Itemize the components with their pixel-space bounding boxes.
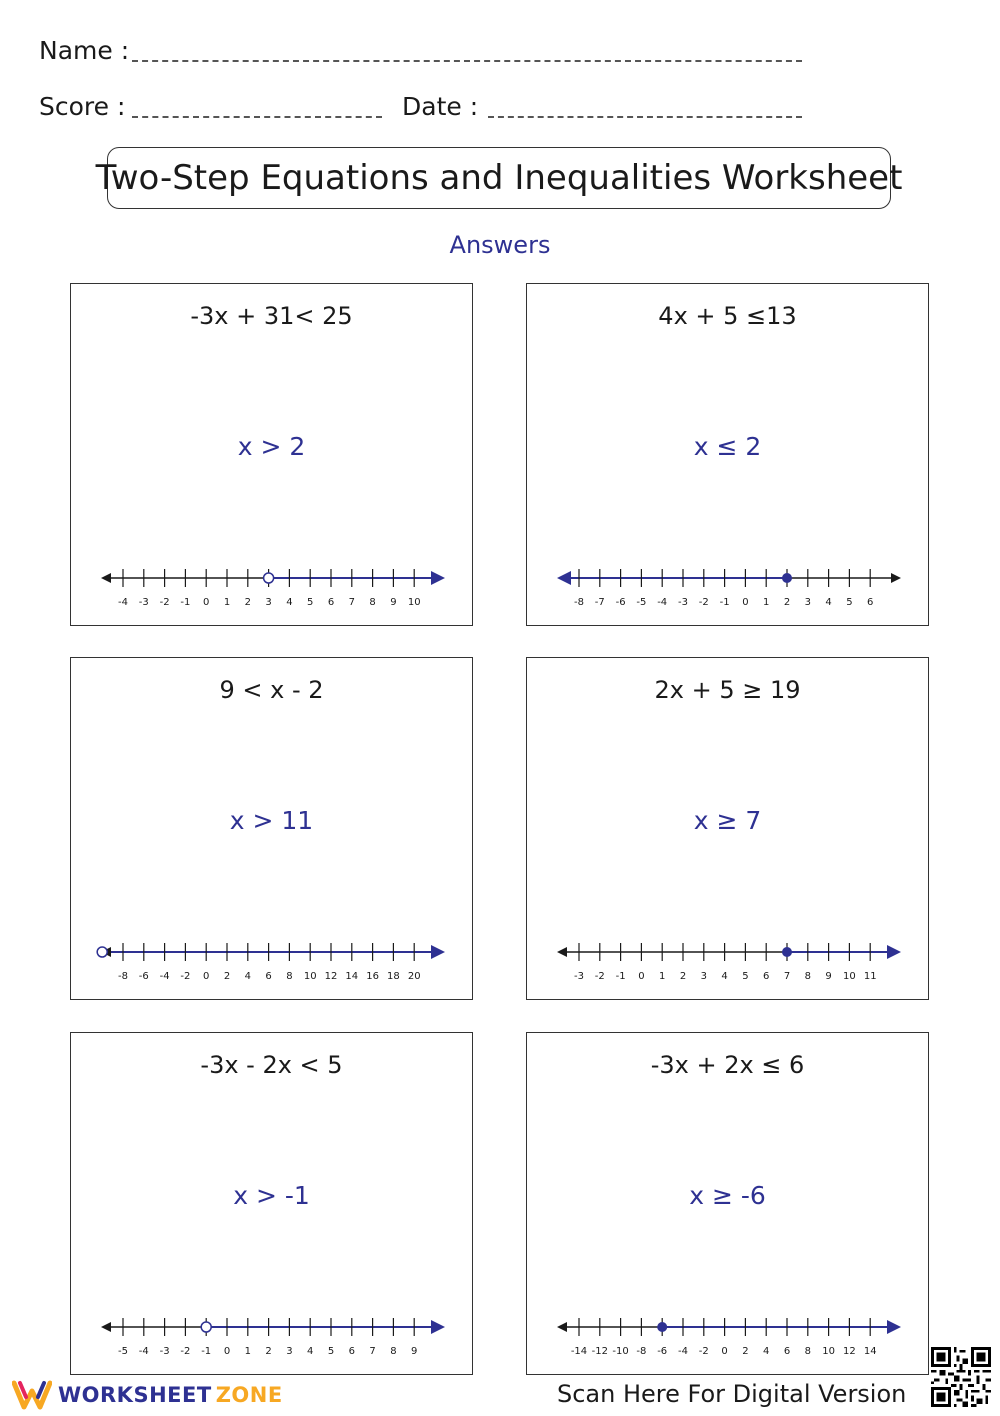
tick-label: -6 — [615, 597, 626, 608]
tick-label: 12 — [324, 971, 338, 982]
tick-label: -3 — [574, 971, 584, 982]
tick-label: 16 — [366, 971, 379, 982]
tick-label: 9 — [825, 971, 832, 982]
tick-label: 3 — [804, 597, 811, 608]
tick-label: -4 — [159, 971, 170, 982]
tick-label: 2 — [244, 597, 251, 608]
tick-label: 2 — [223, 971, 231, 982]
tick-label: 10 — [407, 597, 421, 608]
tick-label: 8 — [369, 597, 376, 608]
tick-label: -4 — [657, 597, 668, 608]
problem-card-1 — [70, 283, 473, 626]
tick-label: 6 — [265, 971, 272, 982]
tick-label: -3 — [138, 597, 149, 608]
right-arrow-icon — [431, 945, 445, 959]
tick-label: -12 — [591, 1346, 608, 1357]
brand-name-part1: WORKSHEET — [58, 1383, 212, 1407]
tick-label: 7 — [369, 1346, 376, 1357]
problem-card-3 — [70, 657, 473, 1000]
tick-label: 6 — [763, 971, 770, 982]
tick-label: 5 — [307, 597, 314, 608]
worksheet-title-text: Two-Step Equations and Inequalities Worksheet — [95, 158, 903, 198]
worksheetzone-logo-icon — [12, 1379, 52, 1411]
right-arrow-icon — [887, 945, 901, 959]
answers-heading: Answers — [449, 231, 551, 259]
tick-label: 11 — [863, 971, 877, 982]
answer-text: x > 11 — [229, 806, 314, 835]
brand-name-part2: ZONE — [215, 1383, 283, 1407]
tick-label: -1 — [615, 971, 626, 982]
problem-card-6 — [526, 1032, 929, 1375]
right-arrow-icon — [431, 571, 445, 585]
tick-label: 10 — [822, 1346, 835, 1357]
right-arrow-icon — [891, 573, 901, 583]
problem-card-4 — [526, 657, 929, 1000]
tick-label: 9 — [390, 597, 397, 608]
tick-label: -3 — [159, 1346, 170, 1357]
tick-label: 2 — [742, 1346, 749, 1357]
number-line — [71, 1303, 474, 1363]
tick-label: -6 — [657, 1346, 668, 1357]
left-arrow-icon — [101, 1322, 111, 1332]
tick-label: -2 — [180, 1346, 191, 1357]
tick-label: 3 — [700, 971, 707, 982]
tick-label: -2 — [594, 971, 605, 982]
number-line — [71, 554, 474, 614]
tick-label: 6 — [783, 1346, 791, 1357]
tick-label: 8 — [804, 971, 811, 982]
tick-label: -2 — [159, 597, 170, 608]
tick-label: 3 — [286, 1346, 293, 1357]
tick-label: 4 — [721, 971, 728, 982]
tick-label: -2 — [698, 1346, 709, 1357]
tick-label: 6 — [327, 597, 335, 608]
tick-label: 4 — [307, 1346, 314, 1357]
tick-label: 5 — [846, 597, 853, 608]
tick-label: 8 — [390, 1346, 397, 1357]
problem-text: 9 < x - 2 — [219, 676, 324, 704]
right-arrow-icon — [431, 1320, 445, 1334]
tick-label: 14 — [863, 1346, 877, 1357]
tick-label: -4 — [138, 1346, 149, 1357]
tick-label: -6 — [138, 971, 149, 982]
tick-label: -8 — [636, 1346, 647, 1357]
tick-label: 0 — [203, 597, 210, 608]
answer-text: x > 2 — [237, 432, 306, 461]
tick-label: 2 — [679, 971, 687, 982]
tick-label: 14 — [345, 971, 359, 982]
tick-label: 4 — [244, 971, 251, 982]
left-arrow-icon — [557, 1322, 567, 1332]
tick-label: -5 — [636, 597, 647, 608]
worksheet-title — [95, 147, 903, 209]
number-line — [527, 1303, 930, 1363]
tick-label: 0 — [203, 971, 210, 982]
tick-label: 10 — [843, 971, 856, 982]
name-field[interactable] — [132, 60, 802, 62]
worksheetzone-logo[interactable] — [12, 1378, 283, 1412]
number-line — [527, 554, 930, 614]
tick-label: -8 — [118, 971, 128, 982]
tick-label: -8 — [574, 597, 584, 608]
left-arrow-icon — [557, 571, 571, 585]
problem-text: -3x + 31< 25 — [190, 302, 353, 330]
tick-label: -2 — [698, 597, 709, 608]
open-endpoint — [264, 573, 274, 583]
tick-label: 7 — [348, 597, 355, 608]
tick-label: -2 — [180, 971, 191, 982]
tick-label: 5 — [327, 1346, 335, 1357]
tick-label: -1 — [719, 597, 730, 608]
tick-label: 18 — [387, 971, 400, 982]
tick-label: 2 — [783, 597, 791, 608]
tick-label: -7 — [594, 597, 605, 608]
problem-card-5 — [70, 1032, 473, 1375]
tick-label: 3 — [265, 597, 272, 608]
answer-text: x ≥ 7 — [693, 806, 762, 835]
tick-label: 12 — [843, 1346, 856, 1357]
tick-label: 6 — [867, 597, 874, 608]
left-arrow-icon — [101, 573, 111, 583]
tick-label: 20 — [407, 971, 421, 982]
tick-label: 4 — [286, 597, 293, 608]
problem-text: -3x + 2x ≤ 6 — [650, 1051, 805, 1079]
number-line — [527, 928, 930, 988]
score-field[interactable] — [132, 116, 382, 118]
closed-endpoint — [782, 573, 792, 583]
tick-label: -5 — [118, 1346, 128, 1357]
tick-label: 1 — [763, 597, 770, 608]
problem-text: -3x - 2x < 5 — [200, 1051, 343, 1079]
left-arrow-icon — [557, 947, 567, 957]
answer-text: x ≤ 2 — [693, 432, 762, 461]
tick-label: 4 — [763, 1346, 770, 1357]
tick-label: 0 — [742, 597, 749, 608]
tick-label: 6 — [348, 1346, 355, 1357]
tick-label: 5 — [742, 971, 749, 982]
name-label: Name : — [39, 36, 130, 65]
score-label: Score : — [39, 92, 126, 121]
tick-label: 10 — [303, 971, 317, 982]
right-arrow-icon — [887, 1320, 901, 1334]
problem-text: 2x + 5 ≥ 19 — [654, 676, 801, 704]
problem-card-2 — [526, 283, 929, 626]
tick-label: -10 — [612, 1346, 629, 1357]
tick-label: -3 — [678, 597, 688, 608]
tick-label: 8 — [286, 971, 293, 982]
answer-text: x ≥ -6 — [689, 1181, 766, 1210]
tick-label: 1 — [659, 971, 666, 982]
open-endpoint — [201, 1322, 211, 1332]
date-field[interactable] — [488, 116, 802, 118]
open-endpoint — [97, 947, 107, 957]
tick-label: 9 — [411, 1346, 418, 1357]
tick-label: -4 — [678, 1346, 688, 1357]
tick-label: 0 — [223, 1346, 231, 1357]
tick-label: -1 — [201, 1346, 212, 1357]
tick-label: 7 — [783, 971, 791, 982]
tick-label: 2 — [265, 1346, 272, 1357]
tick-label: 1 — [244, 1346, 251, 1357]
tick-label: 1 — [223, 597, 231, 608]
tick-label: 4 — [825, 597, 832, 608]
closed-endpoint — [657, 1322, 667, 1332]
date-label: Date : — [402, 92, 479, 121]
tick-label: 0 — [721, 1346, 728, 1357]
tick-label: -14 — [570, 1346, 588, 1357]
tick-label: 8 — [804, 1346, 811, 1357]
scan-instruction: Scan Here For Digital Version — [557, 1380, 907, 1408]
answer-text: x > -1 — [233, 1181, 310, 1210]
number-line — [71, 928, 474, 988]
closed-endpoint — [782, 947, 792, 957]
tick-label: -1 — [180, 597, 191, 608]
tick-label: 0 — [638, 971, 645, 982]
qr-code-icon[interactable] — [931, 1347, 991, 1407]
problem-text: 4x + 5 ≤13 — [658, 302, 797, 330]
tick-label: -4 — [118, 597, 128, 608]
